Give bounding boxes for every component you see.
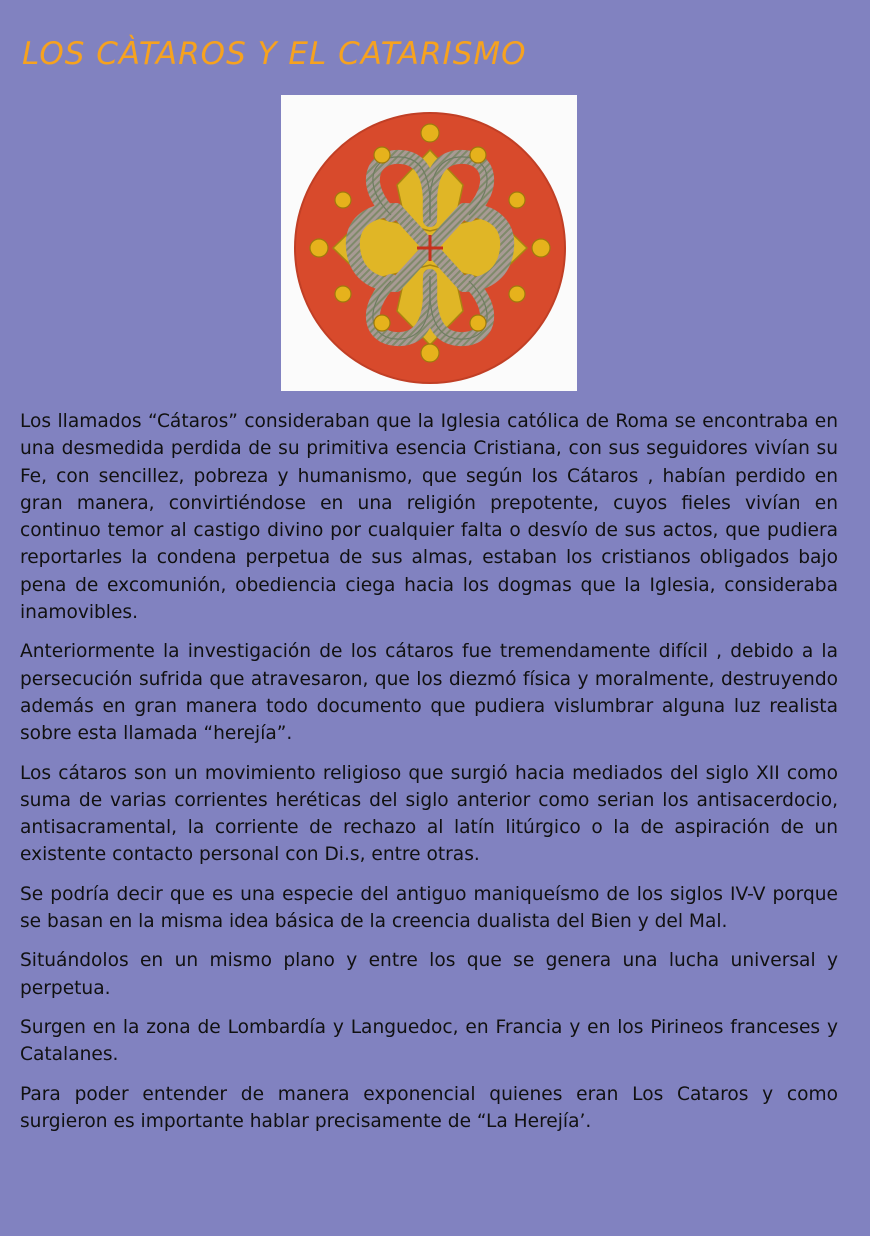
occitan-cross-icon <box>281 95 577 391</box>
emblem-image <box>281 95 577 391</box>
article-body <box>20 408 838 1147</box>
paragraph: Se podría decir que es una especie del antiguo maniqueísmo de los siglos IV-V porque se basan en la misma idea básica de la creencia dualista del Bien y del Mal. <box>20 883 838 933</box>
paragraph: Los cátaros son un movimiento religioso que surgió hacia mediados del siglo XII como suma de varias corrientes heréticas del siglo anterior como serian los antisacerdocio, antisacramental, la corriente de rechazo al latín litúrgico o la de aspiración de un existente contacto personal con Di.s, entre otras. <box>20 762 838 866</box>
paragraph: Anteriormente la investigación de los cátaros fue tremendamente difícil , debido a la persecución sufrida que atravesaron, que los diezmó física y moralmente, destruyendo además en gran manera todo documento que pudiera vislumbrar alguna luz realista sobre esta llamada “herejía”. <box>20 641 838 745</box>
paragraph: Para poder entender de manera exponencial quienes eran Los Cataros y como surgieron es importante hablar precisamente de “La Herejía’. <box>20 1083 838 1132</box>
page-title: LOS CÀTAROS Y EL CATARISMO <box>22 36 527 72</box>
paragraph: Surgen en la zona de Lombardía y Languedoc, en Francia y en los Pirineos franceses y Catalanes. <box>20 1016 838 1066</box>
paragraph: Situándolos en un mismo plano y entre los que se genera una lucha universal y perpetua. <box>20 950 838 999</box>
paragraph: Los llamados “Cátaros” consideraban que la Iglesia católica de Roma se encontraba en una desmedida perdida de su primitiva esencia Cristiana, con sus seguidores vivían su Fe, con sencillez, pobreza y humanismo, que según los Cátaros , habían perdido en gran manera, convirtiéndose en una religión prepotente, cuyos fieles vivían en continuo temor al castigo divino por cualquier falta o desvío de sus actos, que pudiera reportarles la condena perpetua de sus almas, estaban los cristianos obligados bajo pena de excomunión, obediencia ciega hacia los dogmas que la Iglesia, consideraba inamovibles. <box>20 411 838 624</box>
